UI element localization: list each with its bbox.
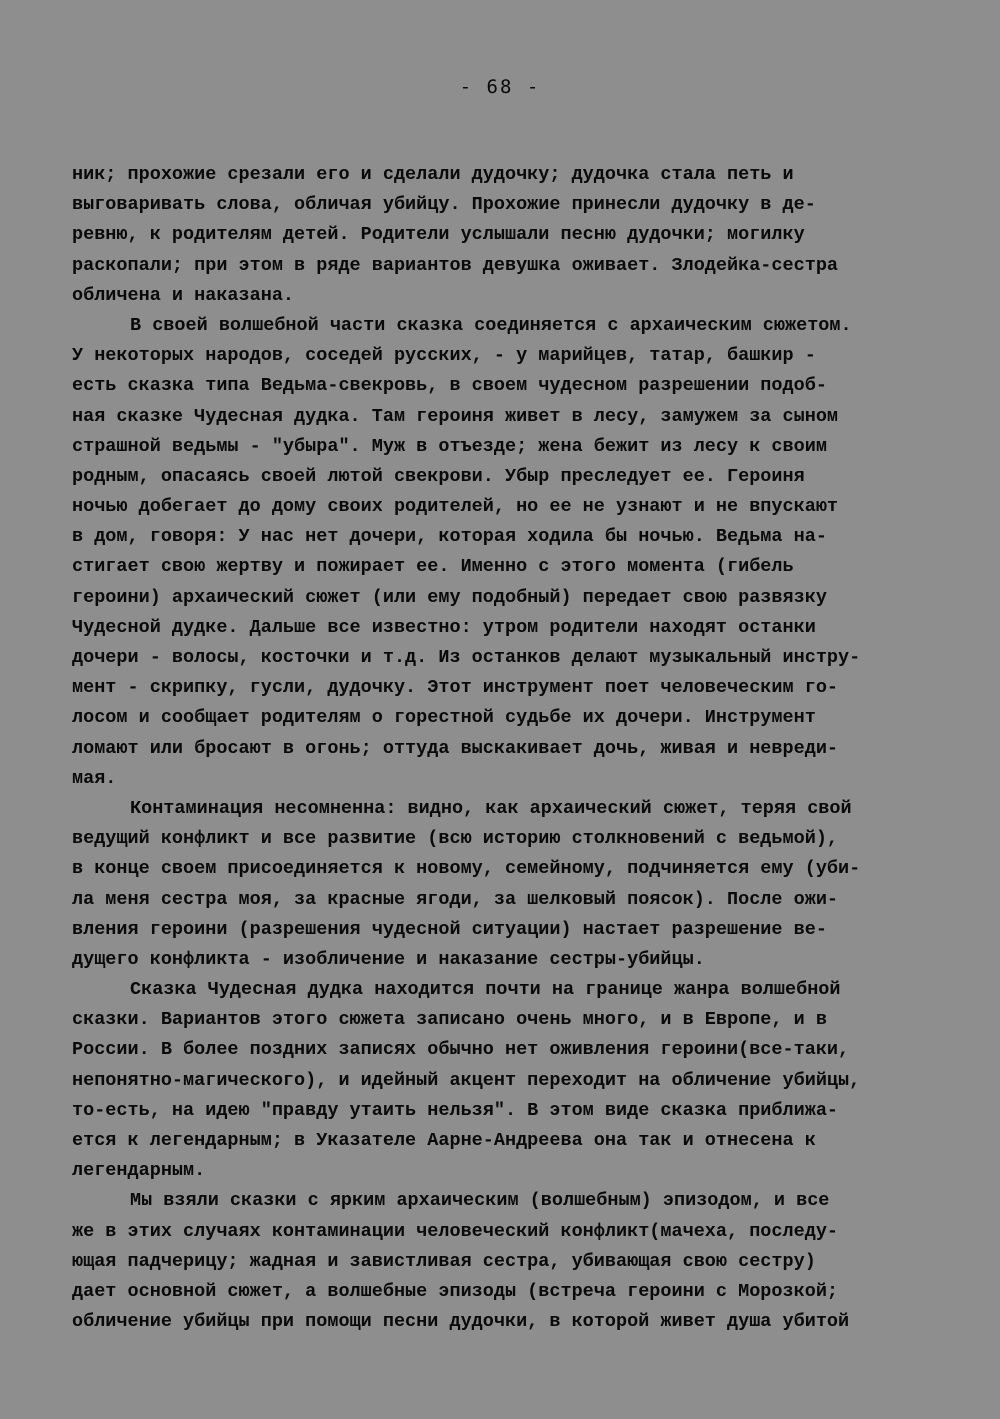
text-line: в дом, говоря: У нас нет дочери, которая ходила бы ночью. Ведьма на- bbox=[72, 526, 827, 548]
text-line: ющая падчерицу; жадная и завистливая сестра, убивающая свою сестру) bbox=[72, 1250, 816, 1272]
text-line: В своей волшебной части сказка соединяется с архаическим сюжетом. bbox=[130, 314, 852, 336]
text-line: ночью добегает до дому своих родителей, но ее не узнают и не впускают bbox=[72, 496, 839, 518]
text-line: У некоторых народов, соседей русских, - у марийцев, татар, башкир - bbox=[72, 345, 816, 367]
text-line: обличена и наказана. bbox=[72, 284, 295, 306]
text-line: страшной ведьмы - "убыра". Муж в отъезде; жена бежит из лесу к своим bbox=[72, 435, 827, 457]
text-line: в конце своем присоединяется к новому, семейному, подчиняется ему (уби- bbox=[72, 858, 861, 880]
text-line: сказки. Вариантов этого сюжета записано очень много, и в Европе, и в bbox=[72, 1009, 827, 1031]
text-line: же в этих случаях контаминации человеческий конфликт(мачеха, последу- bbox=[72, 1220, 839, 1242]
text-line: Мы взяли сказки с ярким архаическим (волшебным) эпизодом, и все bbox=[130, 1190, 830, 1212]
text-line: обличение убийцы при помощи песни дудочки, в которой живет душа убитой bbox=[72, 1311, 850, 1333]
text-line: вления героини (разрешения чудесной ситуации) настает разрешение ве- bbox=[72, 918, 827, 940]
text-line: ется к легендарным; в Указателе Аарне-Андреева она так и отнесена к bbox=[72, 1130, 816, 1151]
text-line: то-есть, на идею "правду утаить нельзя". В этом виде сказка приближа- bbox=[72, 1099, 839, 1121]
text-line: лосом и сообщает родителям о горестной судьбе их дочери. Инструмент bbox=[72, 707, 816, 729]
text-line: ник; прохожие срезали его и сделали дудочку; дудочка стала петь и bbox=[72, 164, 794, 185]
text-line: ла меня сестра моя, за красные ягоди, за шелковый поясок). После ожи- bbox=[72, 888, 839, 910]
body-text bbox=[72, 160, 932, 1337]
text-line: мент - скрипку, гусли, дудочку. Этот инструмент поет человеческим го- bbox=[72, 677, 839, 699]
text-line: Контаминация несомненна: видно, как архаический сюжет, теряя свой bbox=[130, 797, 852, 819]
text-line: дает основной сюжет, а волшебные эпизоды (встреча героини с Морозкой; bbox=[72, 1280, 839, 1302]
text-line: ломают или бросают в огонь; оттуда выскакивает дочь, живая и невреди- bbox=[72, 737, 839, 759]
text-line: ведущий конфликт и все развитие (всю историю столкновений с ведьмой), bbox=[72, 828, 839, 850]
text-line: непонятно-магического), и идейный акцент переходит на обличение убийцы, bbox=[72, 1069, 861, 1091]
text-line: дочери - волосы, косточки и т.д. Из останков делают музыкальный инстру- bbox=[72, 647, 861, 668]
text-line: родным, опасаясь своей лютой свекрови. Убыр преследует ее. Героиня bbox=[72, 465, 805, 487]
text-line: ная сказке Чудесная дудка. Там героиня живет в лесу, замужем за сыном bbox=[72, 405, 839, 427]
text-line: героини) архаический сюжет (или ему подобный) передает свою развязку bbox=[72, 586, 827, 608]
page-number: - 68 - bbox=[459, 76, 541, 98]
text-line: ревню, к родителям детей. Родители услышали песню дудочки; могилку bbox=[72, 224, 805, 246]
text-line: дущего конфликта - изобличение и наказание сестры-убийцы. bbox=[72, 948, 705, 970]
text-line: Чудесной дудке. Дальше все известно: утром родители находят останки bbox=[72, 616, 816, 638]
text-line: стигает свою жертву и пожирает ее. Именно с этого момента (гибель bbox=[72, 556, 794, 578]
text-line: Сказка Чудесная дудка находится почти на границе жанра волшебной bbox=[130, 979, 841, 1001]
text-line: раскопали; при этом в ряде вариантов девушка оживает. Злодейка-сестра bbox=[72, 254, 839, 276]
text-line: мая. bbox=[72, 767, 117, 789]
text-line: России. В более поздних записях обычно нет оживления героини(все-таки, bbox=[72, 1039, 850, 1061]
text-line: есть сказка типа Ведьма-свекровь, в своем чудесном разрешении подоб- bbox=[72, 375, 827, 397]
text-line: легендарным. bbox=[72, 1160, 206, 1182]
text-line: выговаривать слова, обличая убийцу. Прохожие принесли дудочку в де- bbox=[72, 194, 816, 216]
